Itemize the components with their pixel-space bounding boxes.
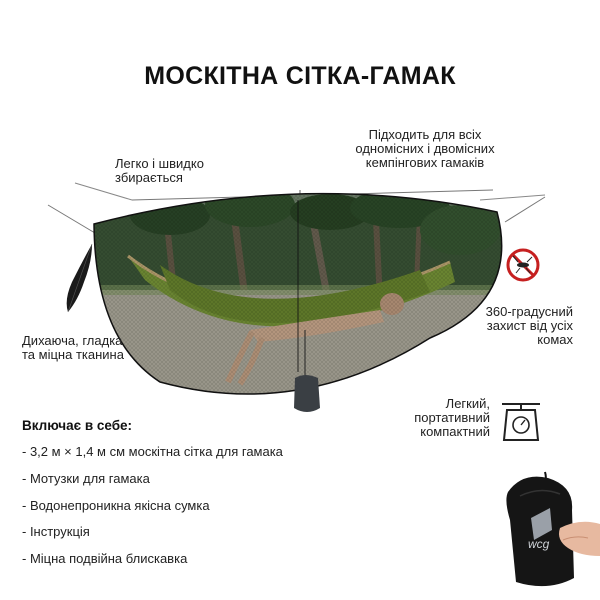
feature-protection-line-1: 360-градусний bbox=[485, 304, 573, 319]
scale-icon bbox=[502, 404, 540, 440]
feature-fits-line-3: кемпінгових гамаків bbox=[365, 155, 485, 170]
feature-quick-line-2: збирається bbox=[115, 170, 183, 185]
includes-list bbox=[22, 444, 283, 578]
feature-quick-setup bbox=[115, 157, 204, 185]
feature-fits-line-2: одномісних і двомісних bbox=[355, 141, 495, 156]
list-item: - 3,2 м × 1,4 м см москітна сітка для гамака bbox=[22, 444, 283, 459]
feature-light-line-2: портативний bbox=[414, 410, 490, 425]
storage-bag bbox=[506, 472, 600, 586]
feature-breathable-line-1: Дихаюча, гладка bbox=[22, 333, 123, 348]
rope-tag-icon bbox=[67, 244, 92, 312]
feature-protection-line-2: захист від усіх bbox=[486, 318, 573, 333]
feature-breathable bbox=[22, 334, 124, 362]
feature-fits-all bbox=[340, 128, 510, 170]
feature-light-line-1: Легкий, bbox=[445, 396, 490, 411]
feature-lightweight bbox=[390, 397, 490, 439]
list-item: - Мотузки для гамака bbox=[22, 470, 150, 486]
includes-heading: Включає в себе: bbox=[22, 418, 133, 433]
no-mosquito-icon bbox=[508, 250, 538, 280]
list-item: - Водонепроникна якісна сумка bbox=[22, 497, 210, 513]
feature-protection-line-3: комах bbox=[537, 332, 573, 347]
feature-light-line-3: компактний bbox=[420, 424, 490, 439]
feature-breathable-line-2: та міцна тканина bbox=[22, 347, 124, 362]
feature-quick-line-1: Легко і швидко bbox=[115, 156, 204, 171]
feature-protection bbox=[455, 305, 573, 347]
feature-fits-line-1: Підходить для всіх bbox=[368, 127, 482, 142]
bag-logo: wcg bbox=[528, 537, 550, 551]
list-item: - Інструкція bbox=[22, 524, 90, 540]
page-title: МОСКІТНА СІТКА-ГАМАК bbox=[144, 62, 456, 90]
list-item: - Міцна подвійна блискавка bbox=[22, 551, 188, 567]
